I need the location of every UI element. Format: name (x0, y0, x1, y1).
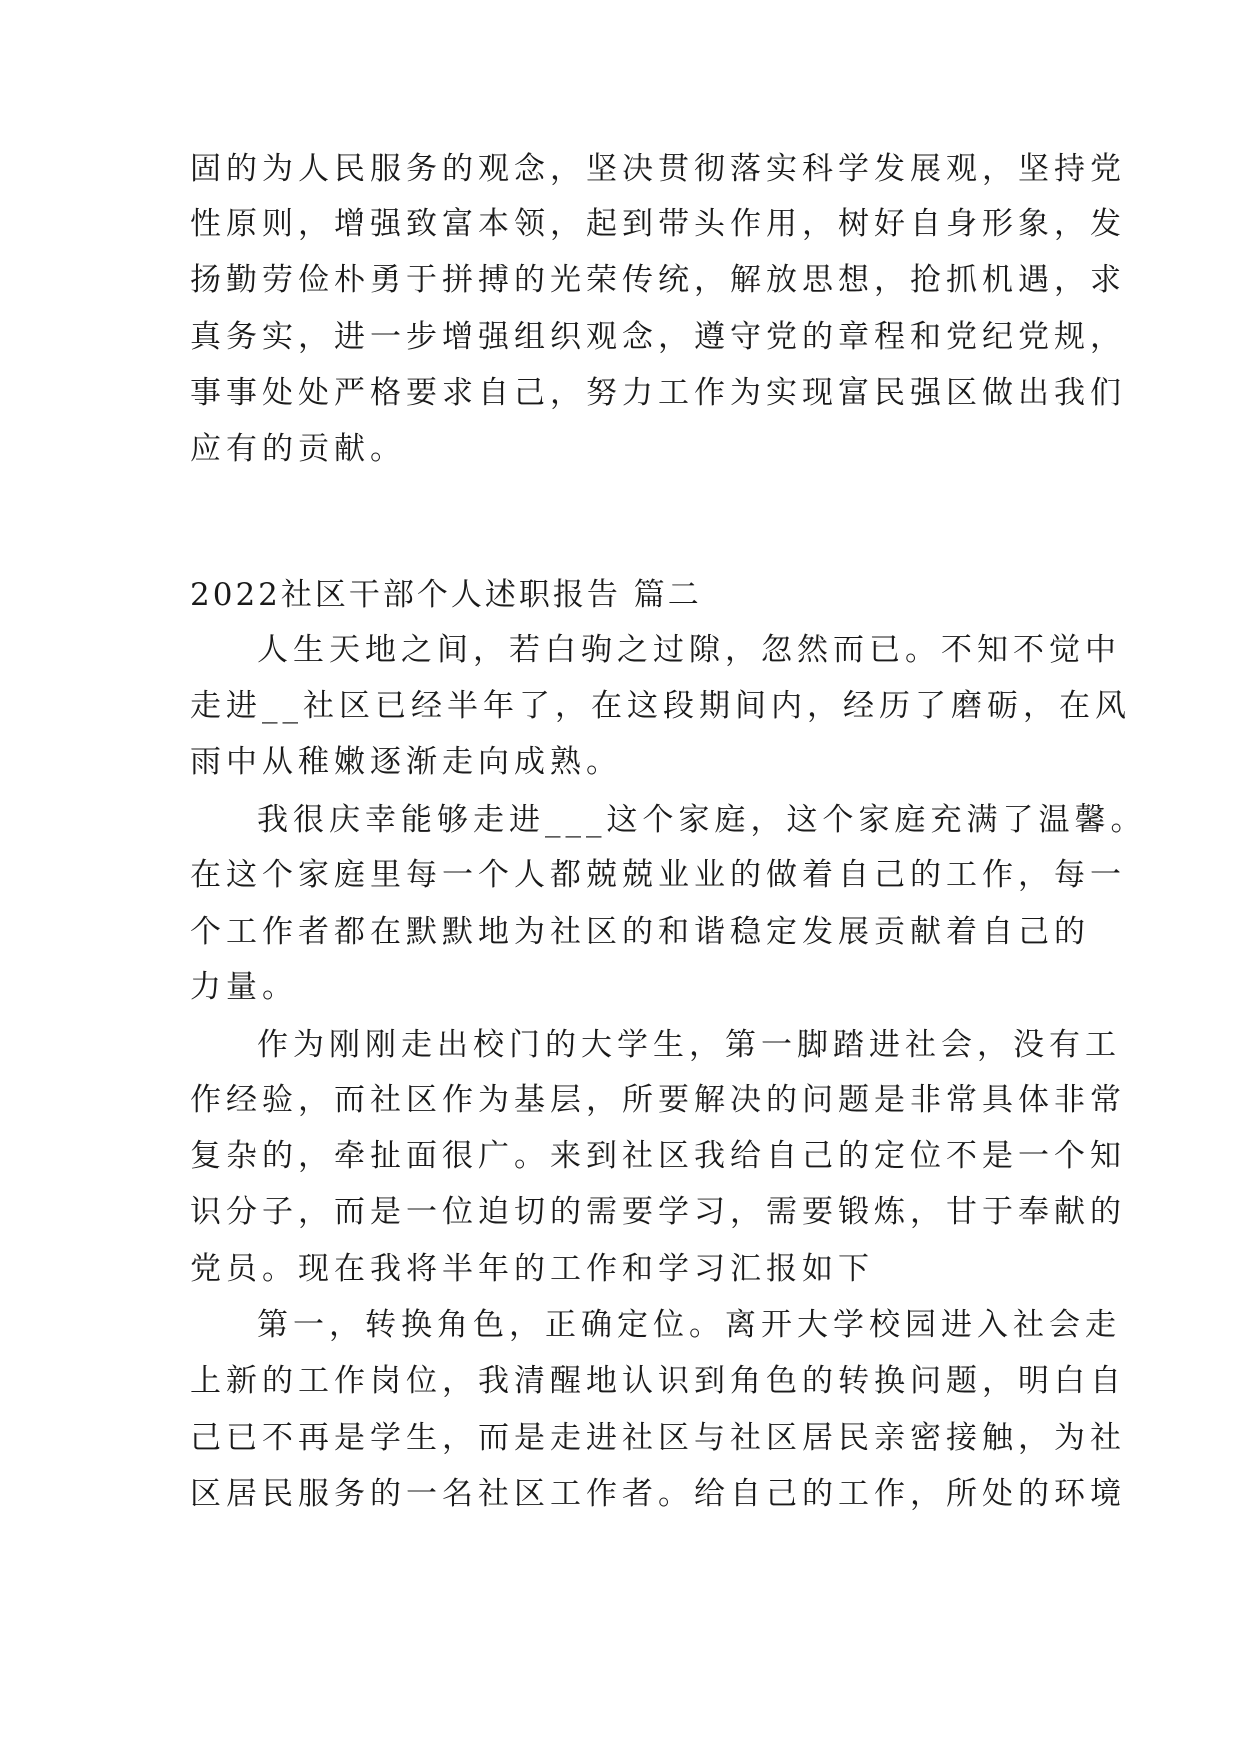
paragraph-first-line: 人生天地之间，若白驹之过隙，忽然而已。不知不觉中 (257, 632, 1121, 668)
text-line: 作经验，而社区作为基层，所要解决的问题是非常具体非常 (190, 1082, 1126, 1118)
text-line: 扬勤劳俭朴勇于拼搏的光荣传统，解放思想，抢抓机遇，求 (190, 262, 1126, 298)
text-line: 雨中从稚嫩逐渐走向成熟。 (190, 744, 622, 780)
section-title: 2022社区干部个人述职报告 篇二 (190, 577, 702, 613)
text-line: 固的为人民服务的观念，坚决贯彻落实科学发展观，坚持党 (190, 151, 1126, 187)
text-line: 区居民服务的一名社区工作者。给自己的工作，所处的环境 (190, 1476, 1126, 1512)
text-line: 在这个家庭里每一个人都兢兢业业的做着自己的工作，每一 (190, 857, 1126, 893)
text-line: 应有的贡献。 (190, 431, 406, 467)
text-line: 事事处处严格要求自己，努力工作为实现富民强区做出我们 (190, 375, 1126, 411)
paragraph-first-line: 我很庆幸能够走进___这个家庭，这个家庭充满了温馨。 (257, 802, 1147, 838)
text-line: 力量。 (190, 969, 298, 1005)
paragraph-first-line: 第一，转换角色，正确定位。离开大学校园进入社会走 (257, 1307, 1121, 1343)
text-line: 识分子，而是一位迫切的需要学习，需要锻炼，甘于奉献的 (190, 1194, 1126, 1230)
text-line: 性原则，增强致富本领，起到带头作用，树好自身形象，发 (190, 206, 1126, 242)
text-line: 走进__社区已经半年了，在这段期间内，经历了磨砺，在风 (190, 688, 1131, 724)
text-line: 复杂的，牵扯面很广。来到社区我给自己的定位不是一个知 (190, 1138, 1126, 1174)
text-line: 上新的工作岗位，我清醒地认识到角色的转换问题，明白自 (190, 1363, 1126, 1399)
paragraph-first-line: 作为刚刚走出校门的大学生，第一脚踏进社会，没有工 (257, 1027, 1121, 1063)
text-line: 党员。现在我将半年的工作和学习汇报如下 (190, 1251, 874, 1287)
text-line: 真务实，进一步增强组织观念，遵守党的章程和党纪党规， (190, 319, 1126, 355)
text-line: 个工作者都在默默地为社区的和谐稳定发展贡献着自己的 (190, 914, 1090, 950)
text-line: 己已不再是学生，而是走进社区与社区居民亲密接触，为社 (190, 1420, 1126, 1456)
